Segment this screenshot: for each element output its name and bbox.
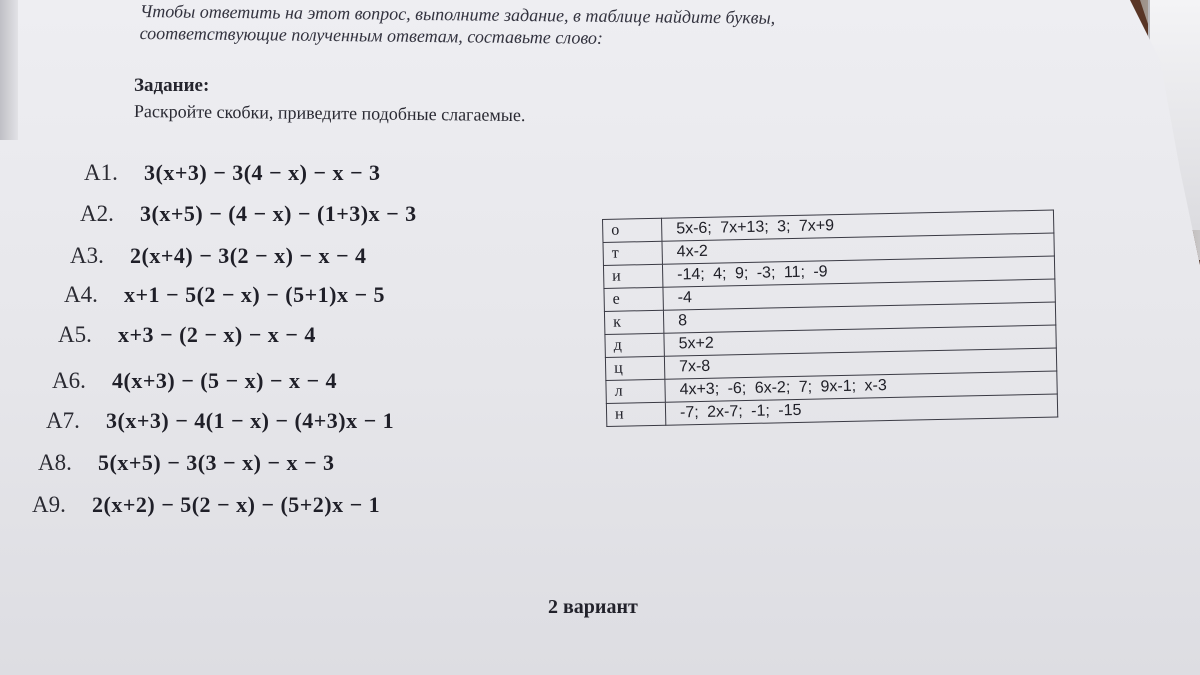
problem-label: А6.	[52, 368, 86, 393]
problem-label: А2.	[80, 201, 114, 226]
problem-expression: x+3 − (2 − x) − x − 4	[118, 322, 316, 347]
row-values: -7; 2x-7; -1; -15	[665, 394, 1057, 425]
row-letter: ц	[605, 356, 664, 380]
row-letter: е	[604, 287, 663, 311]
problem-expression: 3(x+3) − 4(1 − x) − (4+3)x − 1	[106, 408, 395, 433]
row-values: 4x+3; -6; 6x-2; 7; 9x-1; x-3	[665, 371, 1057, 402]
row-letter: к	[604, 310, 663, 334]
variant-label: 2 вариант	[548, 596, 638, 618]
row-letter: и	[603, 264, 662, 288]
row-letter: н	[606, 402, 665, 426]
answer-table	[602, 210, 1058, 427]
row-values: 8	[663, 302, 1055, 333]
problem-a2	[80, 201, 417, 227]
problem-label: А9.	[32, 492, 66, 517]
problem-a8	[38, 450, 335, 476]
problem-expression: 5(x+5) − 3(3 − x) − x − 3	[98, 450, 335, 475]
problem-label: А3.	[70, 243, 104, 268]
problem-a4	[64, 282, 385, 308]
problem-label: А7.	[46, 408, 80, 433]
row-values: 4x-2	[662, 233, 1054, 264]
row-letter: о	[603, 218, 662, 242]
row-values: 5x+2	[664, 325, 1056, 356]
problem-label: А5.	[58, 322, 92, 347]
problem-a9	[32, 492, 380, 518]
problem-a5	[58, 322, 316, 348]
row-values: -14; 4; 9; -3; 11; -9	[662, 256, 1054, 287]
task-title: Задание:	[134, 75, 210, 96]
problem-a7	[46, 408, 394, 434]
problem-a1	[84, 160, 381, 186]
problem-label: А4.	[64, 282, 98, 307]
problem-expression: 4(x+3) − (5 − x) − x − 4	[112, 368, 337, 393]
row-values: 5x-6; 7x+13; 3; 7x+9	[661, 210, 1053, 241]
problem-label: А1.	[84, 160, 118, 185]
row-letter: л	[606, 379, 665, 403]
problem-expression: 3(x+3) − 3(4 − x) − x − 3	[144, 160, 381, 185]
problem-expression: 3(x+5) − (4 − x) − (1+3)x − 3	[140, 201, 417, 226]
problem-expression: x+1 − 5(2 − x) − (5+1)x − 5	[124, 282, 386, 307]
problem-label: А8.	[38, 450, 72, 475]
row-letter: т	[603, 241, 662, 265]
instructions-line-1: Чтобы ответить на этот вопрос, выполните задание, в таблице найдите буквы,	[139, 0, 776, 28]
problem-a3	[70, 243, 367, 269]
answer-table-body	[603, 210, 1058, 426]
instructions-line-2: соответствующие полученным ответам, составьте слово:	[139, 22, 604, 48]
row-letter: д	[605, 333, 664, 357]
task-text: Раскройте скобки, приведите подобные слагаемые.	[133, 101, 526, 126]
problem-a6	[52, 368, 337, 394]
row-values: 7x-8	[664, 348, 1056, 379]
row-values: -4	[663, 279, 1055, 310]
instructions	[140, 0, 960, 53]
problem-expression: 2(x+2) − 5(2 − x) − (5+2)x − 1	[92, 492, 381, 517]
problem-expression: 2(x+4) − 3(2 − x) − x − 4	[130, 243, 367, 268]
